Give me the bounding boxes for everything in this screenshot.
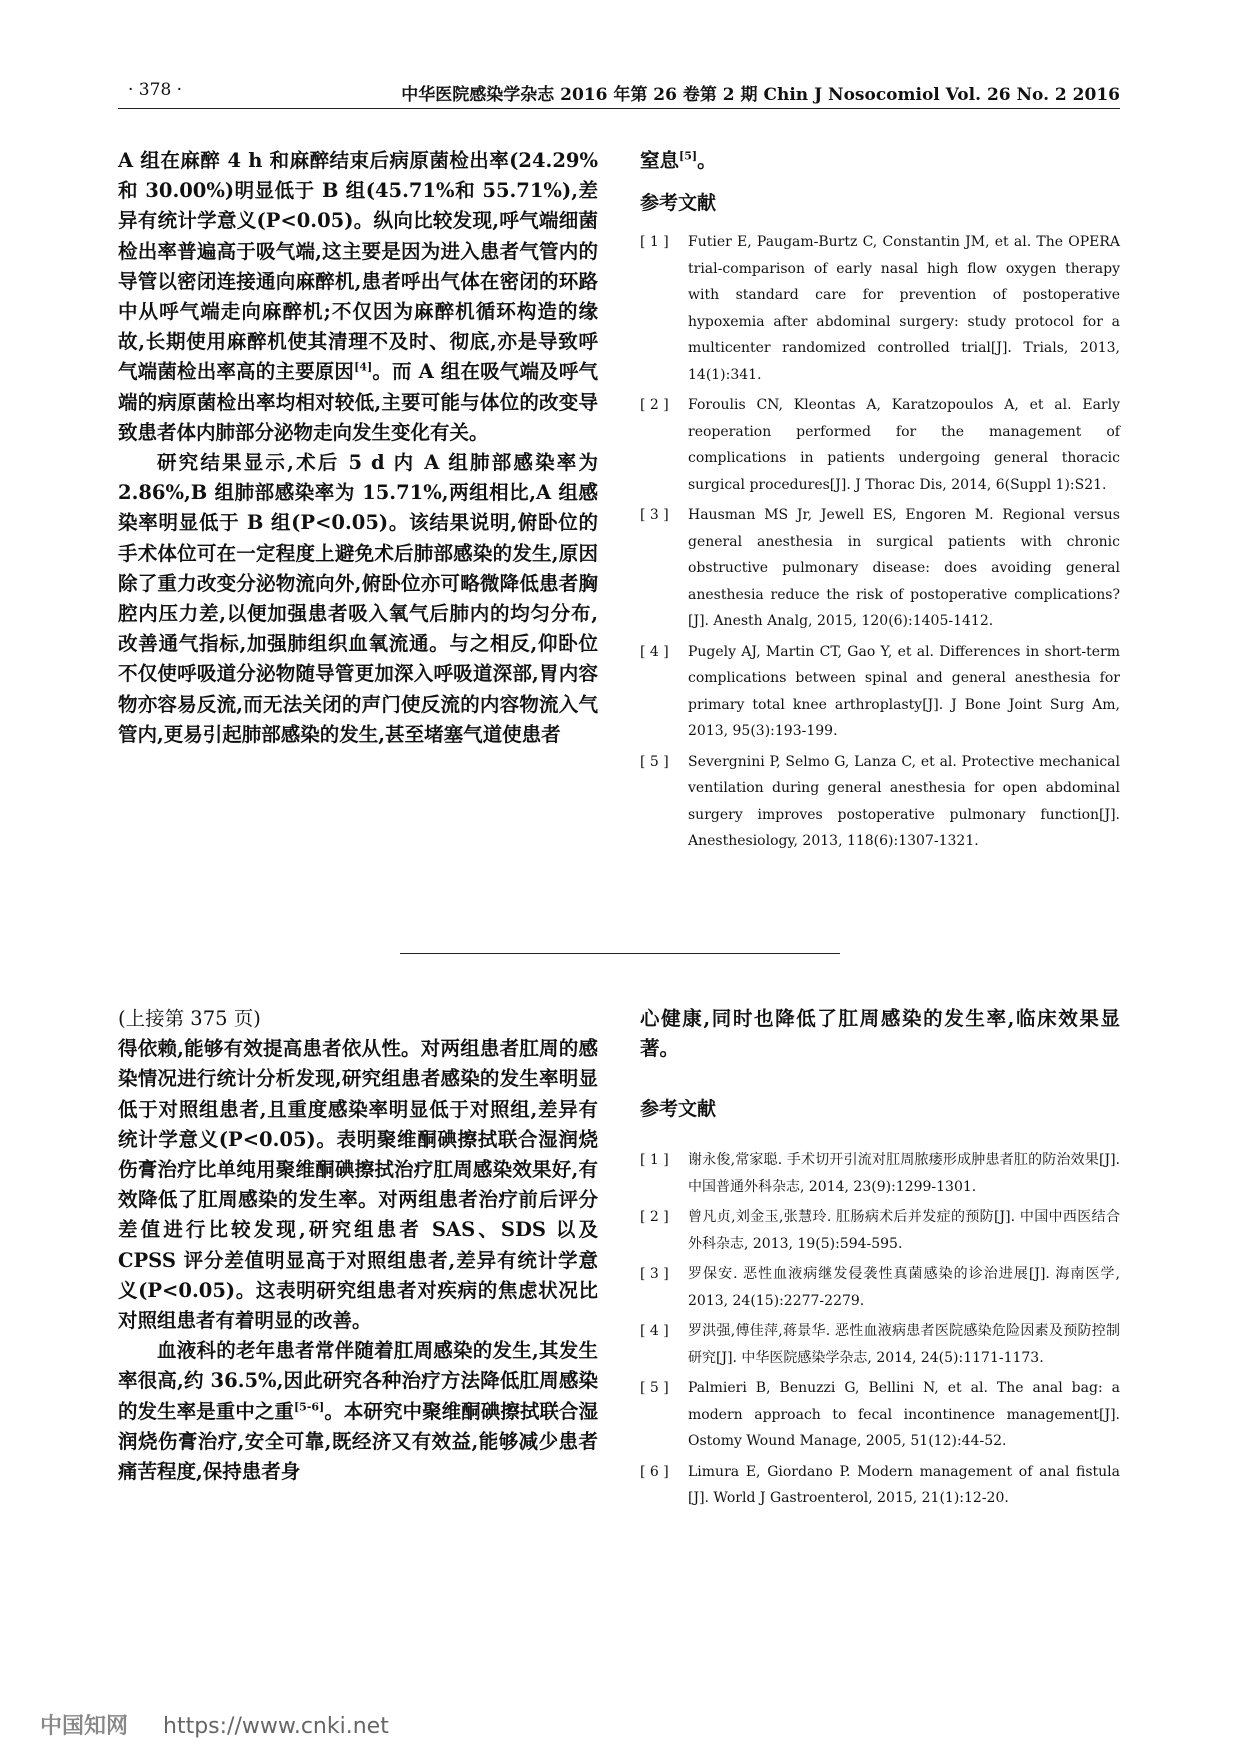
- reference-number: [ 3 ]: [640, 1266, 669, 1283]
- reference-number: [ 6 ]: [640, 1463, 669, 1480]
- reference-number: [ 5 ]: [640, 753, 669, 770]
- reference-text: 曾凡贞,刘金玉,张慧玲. 肛肠病术后并发症的预防[J]. 中国中西医结合外科杂志, 2013, 19(5):594-595.: [688, 1209, 1120, 1252]
- reference-item: [640, 502, 1120, 635]
- reference-text: 罗保安. 恶性血液病继发侵袭性真菌感染的诊治进展[J]. 海南医学, 2013, 24(15):2277-2279.: [688, 1266, 1120, 1309]
- citation[interactable]: [4]: [354, 360, 373, 374]
- reference-item: [640, 639, 1120, 745]
- references-title: 参考文献: [640, 192, 717, 215]
- reference-number: [ 2 ]: [640, 397, 669, 414]
- top-left-column: [118, 146, 598, 750]
- reference-item: [640, 1318, 1120, 1371]
- reference-text: Severgnini P, Selmo G, Lanza C, et al. Protective mechanical ventilation during general anesthesia for open abdominal surgery improves postoperative pulmonary function[J]. Anesthesiology, 2013, 118(6):1307-1321.: [688, 753, 1120, 850]
- reference-item: [640, 1261, 1120, 1314]
- reference-number: [ 1 ]: [640, 1152, 669, 1169]
- paragraph: 研究结果显示,术后 5 d 内 A 组肺部感染率为 2.86%,B 组肺部感染率为 15.71%,两组相比,A 组感染率明显低于 B 组(P<0.05)。该结果说明,俯卧位的手术体位可在一定程度上避免术后肺部感染的发生,原因除了重力改变分泌物流向外,俯卧位亦可略微降低患者胸腔内压力差,以便加强患者吸入氧气后肺内的均匀分布,改善通气指标,加强肺组织血氧流通。与之相反,仰卧位不仅使呼吸道分泌物随导管更加深入呼吸道深部,胃内容物亦容易反流,而无法关闭的声门使反流的内容物流入气管内,更易引起肺部感染的发生,甚至堵塞气道使患者: [118, 451, 598, 746]
- section-divider: [400, 953, 840, 954]
- reference-list: [640, 1147, 1120, 1512]
- reference-text: Futier E, Paugam-Burtz C, Constantin JM, et al. The OPERA trial-comparison of early nasal high flow oxygen therapy with standard care for prevention of postoperative hypoxemia after abdominal surgery: study protocol for a multicenter randomized controlled trial[J]. Trials, 2013, 14(1):341.: [688, 234, 1120, 383]
- paragraph: 得依赖,能够有效提高患者依从性。对两组患者肛周的感染情况进行统计分析发现,研究组患者感染的发生率明显低于对照组患者,且重度感染率明显低于对照组,差异有统计学意义(P<0.05)。表明聚维酮碘擦拭联合湿润烧伤膏治疗比单纯用聚维酮碘擦拭治疗肛周感染效果好,有效降低了肛周感染的发生率。对两组患者治疗前后评分差值进行比较发现,研究组患者 SAS、SDS 以及 CPSS 评分差值明显高于对照组患者,差异有统计学意义(P<0.05)。这表明研究组患者对疾病的焦虑状况比对照组患者有着明显的改善。: [118, 1037, 598, 1333]
- reference-number: [ 4 ]: [640, 1323, 669, 1340]
- reference-number: [ 3 ]: [640, 507, 669, 524]
- cnki-logo: 中国知网: [40, 1714, 129, 1739]
- top-right-column: [640, 146, 1120, 859]
- reference-item: [640, 1204, 1120, 1257]
- reference-text: 谢永俊,常家聪. 手术切开引流对肛周脓瘘形成肿患者肛的防治效果[J]. 中国普通外科杂志, 2014, 23(9):1299-1301.: [688, 1152, 1120, 1195]
- page-number: · 378 ·: [128, 80, 183, 100]
- citation[interactable]: [5-6]: [293, 1400, 325, 1414]
- reference-text: Palmieri B, Benuzzi G, Bellini N, et al. The anal bag: a modern approach to fecal incontinence management[J]. Ostomy Wound Manage, 2005, 51(12):44-52.: [688, 1380, 1120, 1450]
- reference-number: [ 4 ]: [640, 643, 669, 660]
- reference-text: Foroulis CN, Kleontas A, Karatzopoulos A, et al. Early reoperation performed for the management of complications in patients undergoing general thoracic surgical procedures[J]. J Thorac Dis, 2014, 6(Suppl 1):S21.: [688, 397, 1120, 493]
- citation[interactable]: [5]: [679, 149, 698, 163]
- running-header: [118, 78, 1120, 109]
- reference-list: [640, 229, 1120, 855]
- bottom-left-column: [118, 1004, 598, 1487]
- paragraph: A 组在麻醉 4 h 和麻醉结束后病原菌检出率(24.29%和 30.00%)明显低于 B 组(45.71%和 55.71%),差异有统计学意义(P<0.05)。纵向比较发现,呼气端细菌检出率普遍高于吸气端,这主要是因为进入患者气管内的导管以密闭连接通向麻醉机,患者呼出气体在密闭的环路中从呼气端走向麻醉机;不仅因为麻醉机循环构造的缘故,长期使用麻醉机使其清理不及时、彻底,亦是导致呼气端菌检出率高的主要原因[4]。而 A 组在吸气端及呼气端的病原菌检出率均相对较低,主要可能与体位的改变导致患者体内肺部分泌物走向发生变化有关。: [118, 149, 598, 444]
- reference-number: [ 1 ]: [640, 234, 669, 251]
- bottom-right-column: [640, 1004, 1120, 1516]
- reference-text: 罗洪强,傅佳萍,蒋景华. 恶性血液病患者医院感染危险因素及预防控制研究[J]. 中华医院感染学杂志, 2014, 24(5):1171-1173.: [688, 1323, 1120, 1366]
- paragraph-continuation: 心健康,同时也降低了肛周感染的发生率,临床效果显著。: [640, 1007, 1120, 1061]
- reference-item: [640, 1147, 1120, 1200]
- reference-item: [640, 1375, 1120, 1455]
- reference-text: Hausman MS Jr, Jewell ES, Engoren M. Regional versus general anesthesia in surgical patients with chronic obstructive pulmonary disease: does avoiding general anesthesia reduce the risk of postoperative complications? [J]. Anesth Analg, 2015, 120(6):1405-1412.: [688, 507, 1120, 630]
- paragraph-continuation: 窒息[5]。: [640, 149, 717, 172]
- reference-number: [ 5 ]: [640, 1380, 669, 1397]
- reference-item: [640, 229, 1120, 388]
- continuation-note: (上接第 375 页): [118, 1007, 261, 1030]
- reference-item: [640, 1459, 1120, 1512]
- paragraph: 血液科的老年患者常伴随着肛周感染的发生,其发生率很高,约 36.5%,因此研究各种治疗方法降低肛周感染的发生率是重中之重[5-6]。本研究中聚维酮碘擦拭联合湿润烧伤膏治疗,安全可靠,既经济又有效益,能够减少患者痛苦程度,保持患者身: [118, 1339, 598, 1484]
- site-url[interactable]: https://www.cnki.net: [163, 1714, 389, 1739]
- references-title: 参考文献: [640, 1098, 717, 1121]
- journal-citation: 中华医院感染学杂志 2016 年第 26 卷第 2 期 Chin J Nosocomiol Vol. 26 No. 2 2016: [401, 85, 1120, 105]
- reference-item: [640, 392, 1120, 498]
- reference-text: Limura E, Giordano P. Modern management of anal fistula [J]. World J Gastroenterol, 2015, 21(1):12-20.: [688, 1463, 1120, 1507]
- reference-number: [ 2 ]: [640, 1209, 669, 1226]
- reference-text: Pugely AJ, Martin CT, Gao Y, et al. Differences in short-term complications between spinal and general anesthesia for primary total knee arthroplasty[J]. J Bone Joint Surg Am, 2013, 95(3):193-199.: [688, 643, 1120, 740]
- footer-watermark: [40, 1709, 389, 1740]
- reference-item: [640, 749, 1120, 855]
